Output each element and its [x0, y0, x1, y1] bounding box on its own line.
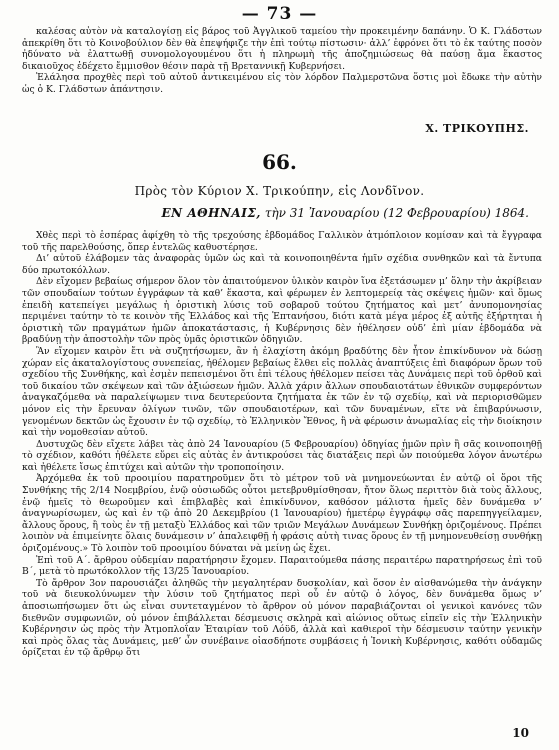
paragraph: Ἐλάλησα προχθὲς περὶ τοῦ αὐτοῦ ἀντικειμένου εἰς τὸν λόρδον Παλμερστῶνα ὅστις μοὶ ἔδωκε τὴν αὐτὴν ὡς ὁ Κ. Γλάδστων ἀπάντησιν. — [22, 72, 542, 95]
addressee-line: Πρὸς τὸν Κύριον Χ. Τρικούπην, εἰς Λονδῖνον. — [134, 184, 425, 198]
paragraph: Ἂν εἴχομεν καιρὸν ἔτι νὰ συζητήσωμεν, ἂν ἡ ἐλαχίστη ἀκόμη βραδύτης δὲν ἦτον ἐπικίνδυνον νὰ δώσῃ χώραν εἰς ἀκαταλογίστους συνεπείας, ἠθέλομεν βεβαίως ἔλθει εἰς πολλὰς ἀναπτύξεις ἐπὶ διαφόρων ὅρων τοῦ σχεδίου τῆς Συνθήκης, καὶ ἐσμὲν πεπεισμένοι ὅτι ἐπὶ τέλους ἠθέλομεν πείσει τὰς Δυνάμεις περὶ τοῦ ὀρθοῦ καὶ τοῦ δικαίου τῶν σκέψεων καὶ τῶν ἀξιώσεων ἡμῶν. Ἀλλὰ χάριν ἄλλων σπουδαιοτάτων ἐθνικῶν συμφερόντων ἀναγκαζόμεθα νὰ παραλείψωμεν τινα δευτερεύοντα ζητήματα ἐκ τῶν ἐν τῷ σχεδίῳ, καὶ νὰ περιορισθῶμεν μόνον εἰς τὴν ἔρευναν ὀλίγων τινῶν, τῶν σπουδαιοτέρων, καὶ τῶν δυναμένων, εἴτε νὰ ἐπιβαρύνωσιν, γενομένων δεκτῶν ὡς ἔχουσιν ἐν τῷ σχεδίῳ, τὸ Ἑλληνικὸν Ἔθνος, ἢ νὰ φέρωσιν ἀνωμαλίας εἰς τὴν διοίκησιν καὶ τὴν νομοθεσίαν αὐτοῦ. — [22, 345, 542, 439]
sheet-number: 10 — [512, 726, 529, 740]
page-number: — 73 — — [241, 4, 318, 24]
dateline-place: ΕΝ ΑΘΗΝΑΙΣ, — [161, 206, 261, 220]
document-number: 66. — [262, 150, 297, 174]
letter-continuation — [22, 26, 542, 96]
paragraph: Δὲν εἴχομεν βεβαίως σήμερον ὅλον τὸν ἀπαιτούμενον ὑλικὸν καιρὸν ἵνα ἐξετάσωμεν μ’ ὅλην τὴν ἀκρίβειαν τῶν σπουδαίων τούτων ἐγγράφων τὰ καθ’ ἕκαστα, καὶ φέρωμεν ἐν λεπτομερείᾳ τὰς σκέψεις ἡμῶν· καὶ ὅμως ἐπειδὴ κατεπείγει μεγάλως ἡ ὁριστικὴ λύσις τοῦ σοβαροῦ τούτου ζητήματος καὶ μετ’ ἀνυπομονησίας περιμένει ταύτην τὸ τε κοινὸν τῆς Ἑλλάδος καὶ τῆς Ἑπτανήσου, διότι κατὰ μέγα μέρος ἐξ αὐτῆς ἐξήρτηται ἡ ὁριστικὴ τῶν πραγμάτων ἡμῶν ἀποκατάστασις, ἡ Κυβέρνησις δὲν ἠθέλησεν οὐδ’ ἐπὶ μίαν ἑβδομάδα νὰ βραδύνῃ τὴν ἀποστολὴν τῶν πρὸς ὑμᾶς ὁριστικῶν ὁδηγιῶν. — [22, 276, 542, 346]
paragraph: Ἀρχόμεθα ἐκ τοῦ προοιμίου παρατηροῦμεν ὅτι τὸ μέτρον τοῦ νὰ μνημονεύωνται ἐν αὐτῷ οἱ ὅροι τῆς Συνθήκης τῆς 2/14 Νοεμβρίου, ἐνῷ οὐσιωδῶς οὗτοι μετεβρυθμίσθησαν, ἤτον ὅλως περιττὸν διὰ τοὺς ἄλλους, ἐνῷ ἡμεῖς τὸ θεωροῦμεν καὶ ἐπιβλαβὲς καὶ ἐπικίνδυνον, καθόσον μάλιστα ἡμεῖς δὲν δυνάμεθα ν’ ἀναγνωρίσωμεν, ὡς καὶ ἐν τῷ ἀπὸ 20 Δεκεμβρίου (1 Ἰανουαρίου) ἡμετέρῳ ἐγγράφῳ σᾶς παρεπηγγείλαμεν, ἄλλους ὅρους, ἢ τοὺς ἐν τῇ μεταξὺ Ἑλλάδος καὶ τῶν τριῶν Μεγάλων Δυνάμεων Συνθήκῃ ὁριζομένους. Πρέπει λοιπὸν νὰ ἐπιμείνητε ὅλαις δυνάμεσιν ν’ ἀπαλειφθῇ ἡ φράσις αὐτὴ τινας ὅρους ἐν τῇ μνημονευθείσῃ συνθήκῃ ὁριζομένους.» Τὸ λοιπὸν τοῦ προοιμίου δύναται νὰ μείνῃ ὡς ἔχει. — [22, 473, 542, 555]
dateline — [162, 206, 529, 220]
paragraph: Τὸ ἄρθρον 3ον παρουσιάζει ἀληθῶς τὴν μεγαλητέραν δυσκολίαν, καὶ ὅσον ἐν αἰσθανώμεθα τὴν ἀνάγκην τοῦ νὰ διευκολύνωμεν τὴν λύσιν τοῦ ζητήματος περὶ οὗ ἐν αὐτῷ ὁ λόγος, δὲν δυνάμεθα ὅμως ν’ ἀποσιωπήσωμεν ὅτι ὡς εἶναι συντεταγμένον τὸ ἄρθρον οὐ μόνον παραβιάζονται οἱ γενικοὶ κανόνες τῶν διεθνῶν συμφωνιῶν, οὐ μόνον ἐπιβάλλεται δέσμευσις σκληρὰ καὶ αἰώνιος οὕτως εἰπεῖν εἰς τὴν Ἑλληνικὴν Κυβέρνησιν ὡς πρὸς τὴν Ἀτμοπλοΐαν Ἑταιρίαν τοῦ Λόϋδ, ἀλλὰ καὶ καθιεροῖ τὴν δέσμευσιν ταύτην γενικὴν καὶ πρὸς ὅλας τὰς Δυνάμεις, μεθ’ ὧν συνέβαινε οἰασδήποτε συμβάσεις ἡ Ἰονικὴ Κυβέρνησις, καθότι οὐδαμῶς ὁρίζεται ἐν τῷ ἄρθρῳ ὅτι — [22, 577, 542, 659]
paragraph: καλέσας αὐτὸν νὰ καταλογίσῃ εἰς βάρος τοῦ Ἀγγλικοῦ ταμείου τὴν προκειμένην δαπάνην. Ὁ Κ. Γλάδστων ἀπεκρίθη ὅτι τὸ Κοινοβούλιον δὲν θὰ ἐπεψήφιζε τὴν ἐπὶ τούτῳ πίστωσιν· ἀλλ’ ἐφρόνει ὅτι τὸ ἐκ ταύτης ποσὸν ἠδύνατο νὰ ἐλαττωθῇ συνομολογουμένου ὅτι ἡ πληρωμὴ τῆς ἀποζημιώσεως θὰ παύσῃ ἅμα ἕκαστος δικαιοῦχος ἐδέχετο ἔμμισθον θέσιν παρὰ τῇ Βρεταννικῇ Κυβερνήσει. — [22, 26, 542, 72]
letter-body — [22, 230, 542, 659]
dateline-date: τὴν 31 Ἰανουαρίου (12 Φεβρουαρίου) 1864. — [264, 206, 529, 220]
paragraph: Ἐπὶ τοῦ Α΄. ἄρθρου οὐδεμίαν παρατήρησιν ἔχομεν. Παραιτούμεθα πάσης περαιτέρω παρατηρήσεως ἐπὶ τοῦ Β΄, μετὰ τὸ πρωτόκολλον τῆς 13/25 Ἰανουαρίου. — [22, 554, 542, 578]
paragraph: Χθὲς περὶ τὸ ἑσπέρας ἀφίχθη τὸ τῆς τρεχούσης ἑβδομάδος Γαλλικὸν ἀτμόπλοιον κομίσαν καὶ τὰ ἔγγραφα τοῦ τῆς παρελθούσης, ὅπερ ἐντελῶς καθυστέρησε. — [22, 230, 542, 253]
paragraph: Δι’ αὐτοῦ ἐλάβομεν τὰς ἀναφορὰς ὑμῶν ὡς καὶ τὰ κοινοποιηθέντα ἡμῖν σχέδια συνθηκῶν καὶ τὰ ἔντυπα δύο πρωτοκόλλων. — [22, 253, 542, 276]
signature: Χ. ΤΡΙΚΟΥΠΗΣ. — [425, 122, 529, 135]
paragraph: Δυστυχῶς δὲν εἴχετε λάβει τὰς ἀπὸ 24 Ἰανουαρίου (5 Φεβρουαρίου) ὁδηγίας ἡμῶν πρὶν ἢ σᾶς κοινοποιηθῇ τὸ σχέδιον, καθότι ἠθέλετε εὕρει εἰς αὐτὰς ἐν ἀντικρούσει τὰς διατάξεις περὶ ὧν ποιούμεθα λόγον ἀνωτέρω καὶ ἠθέλετε ἴσως ἐπιτύχει καὶ αὐτῶν τὴν τροποποίησιν. — [22, 438, 542, 473]
